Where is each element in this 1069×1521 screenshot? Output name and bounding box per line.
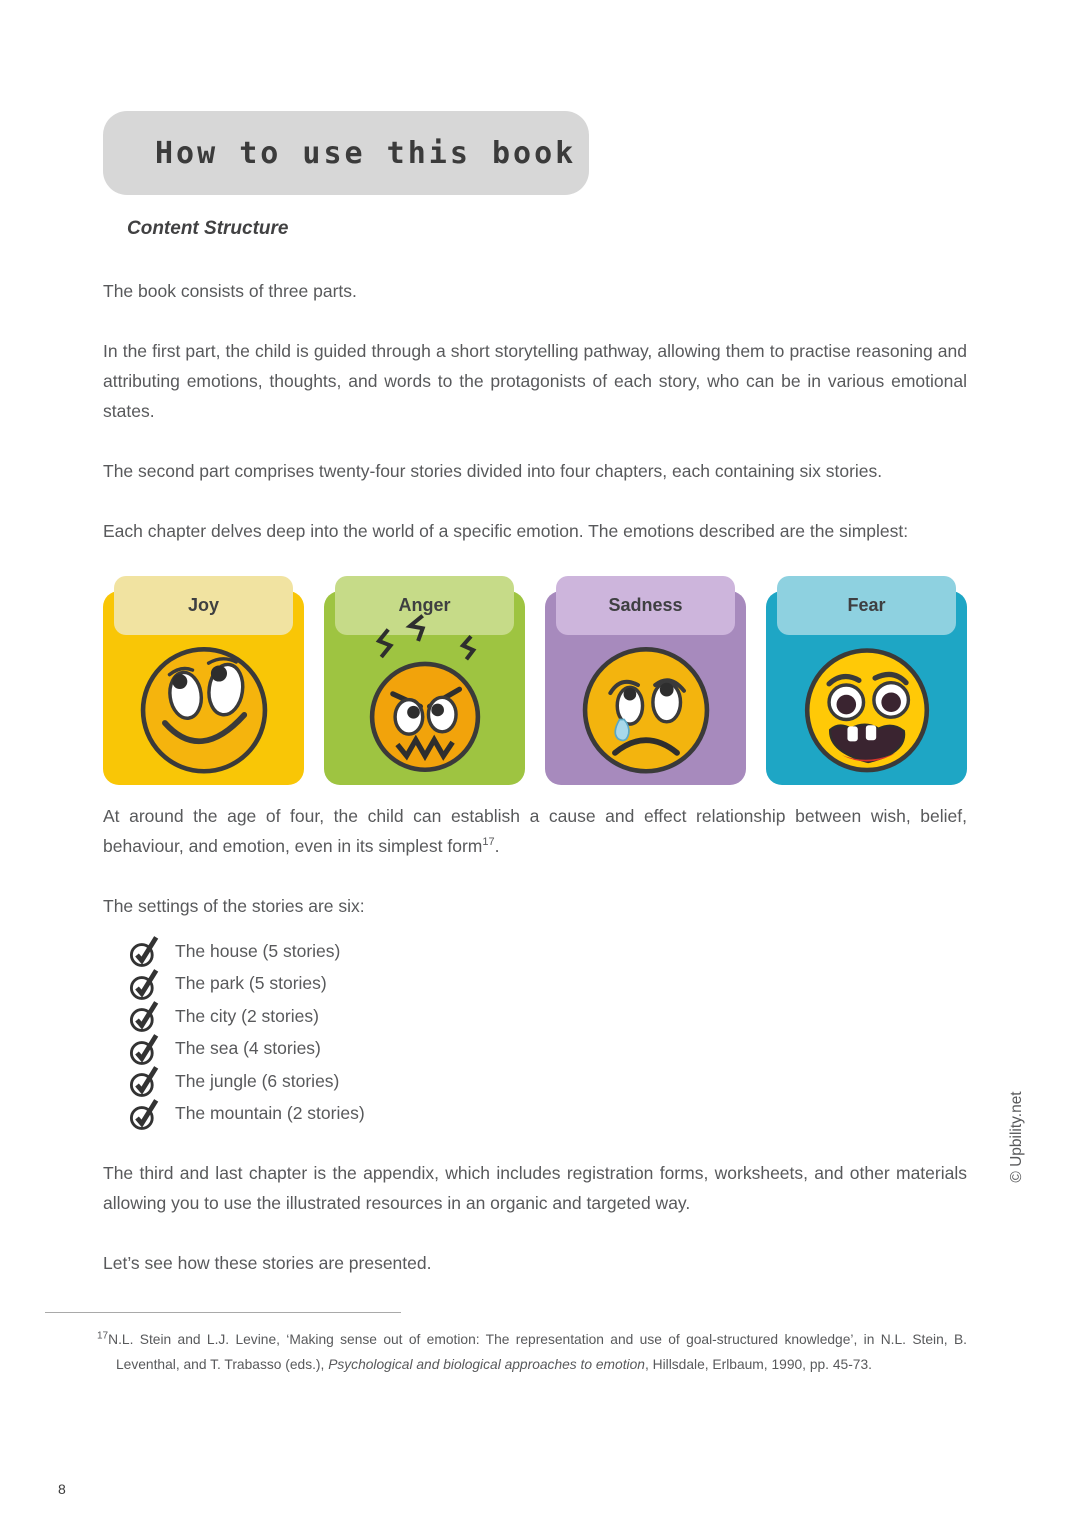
- setting-label: The park (5 stories): [175, 973, 327, 994]
- settings-checklist: [129, 935, 967, 1130]
- footnote-citation: N.L. Stein and L.J. Levine, ‘Making sense out of emotion: The representation and use of goal-structured knowledge’, in N.L. Stein, B. Leventhal, and T. Trabasso (eds.),: [108, 1331, 967, 1372]
- setting-label: The sea (4 stories): [175, 1038, 321, 1059]
- paragraph-intro: The book consists of three parts.: [103, 281, 357, 301]
- sadness-face-icon: [577, 638, 715, 778]
- card-label: Joy: [187, 595, 220, 615]
- paragraph-age-four-period: .: [494, 836, 500, 856]
- list-item: [129, 935, 967, 968]
- checkmark-icon: [129, 1032, 161, 1066]
- anger-face-icon: [356, 612, 494, 778]
- card-label: Fear: [847, 595, 886, 615]
- checkmark-icon: [129, 1097, 161, 1131]
- list-item: [129, 1065, 967, 1098]
- checkmark-icon: [129, 999, 161, 1033]
- footnote: [97, 1327, 967, 1377]
- emotion-card-sadness: [545, 576, 746, 785]
- paragraph-first-part: In the first part, the child is guided through a short storytelling pathway, allowing them to practise reasoning and attributing emotions, thoughts, and words to the protagonists of each story, who can be in various emotional states.: [103, 341, 967, 421]
- paragraph-third-chapter: The third and last chapter is the appendix, which includes registration forms, worksheets, and other materials allowing you to use the illustrated resources in an organic and targeted way.: [103, 1163, 967, 1213]
- paragraph-closing: Let’s see how these stories are presented.: [103, 1253, 432, 1273]
- list-item: [129, 968, 967, 1001]
- card-header: [556, 576, 735, 635]
- footnote-reference: 17: [482, 836, 495, 849]
- setting-label: The city (2 stories): [175, 1005, 319, 1026]
- list-item: [129, 1000, 967, 1033]
- page-number: 8: [58, 1481, 66, 1497]
- joy-face-icon: [135, 638, 273, 778]
- footnote-separator: [45, 1312, 401, 1313]
- footnote-book-title: Psychological and biological approaches to emotion: [328, 1356, 645, 1372]
- card-header: [777, 576, 956, 635]
- checkmark-icon: [129, 1064, 161, 1098]
- chapter-title-box: [103, 111, 589, 195]
- list-item: [129, 1098, 967, 1131]
- card-header: [114, 576, 293, 635]
- paragraph-age-four-text: At around the age of four, the child can establish a cause and effect relationship between wish, belief, behaviour, and emotion, even in its simplest form: [103, 806, 967, 856]
- emotion-card-joy: [103, 576, 304, 785]
- paragraph-age-four: [103, 801, 967, 861]
- section-subtitle: Content Structure: [127, 218, 289, 239]
- emotion-card-fear: [766, 576, 967, 785]
- emotion-card-anger: [324, 576, 525, 785]
- copyright-watermark: © Upbility.net: [1008, 1091, 1025, 1183]
- checkmark-icon: [129, 967, 161, 1001]
- footnote-number: 17: [97, 1330, 109, 1342]
- chapter-title: How to use this book: [155, 135, 577, 171]
- fear-face-icon: [798, 638, 936, 778]
- checkmark-icon: [129, 934, 161, 968]
- setting-label: The jungle (6 stories): [175, 1070, 340, 1091]
- paragraph-settings-intro: The settings of the stories are six:: [103, 896, 365, 916]
- paragraph-chapters: Each chapter delves deep into the world of a specific emotion. The emotions described are the simplest:: [103, 521, 909, 541]
- setting-label: The mountain (2 stories): [175, 1103, 365, 1124]
- card-label: Sadness: [608, 595, 683, 615]
- paragraph-second-part: The second part comprises twenty-four stories divided into four chapters, each containing six stories.: [103, 461, 883, 481]
- footnote-citation-end: , Hillsdale, Erlbaum, 1990, pp. 45-73.: [644, 1356, 872, 1372]
- setting-label: The house (5 stories): [175, 940, 341, 961]
- emotion-cards-row: [103, 576, 967, 785]
- card-label: Anger: [398, 595, 451, 615]
- list-item: [129, 1033, 967, 1066]
